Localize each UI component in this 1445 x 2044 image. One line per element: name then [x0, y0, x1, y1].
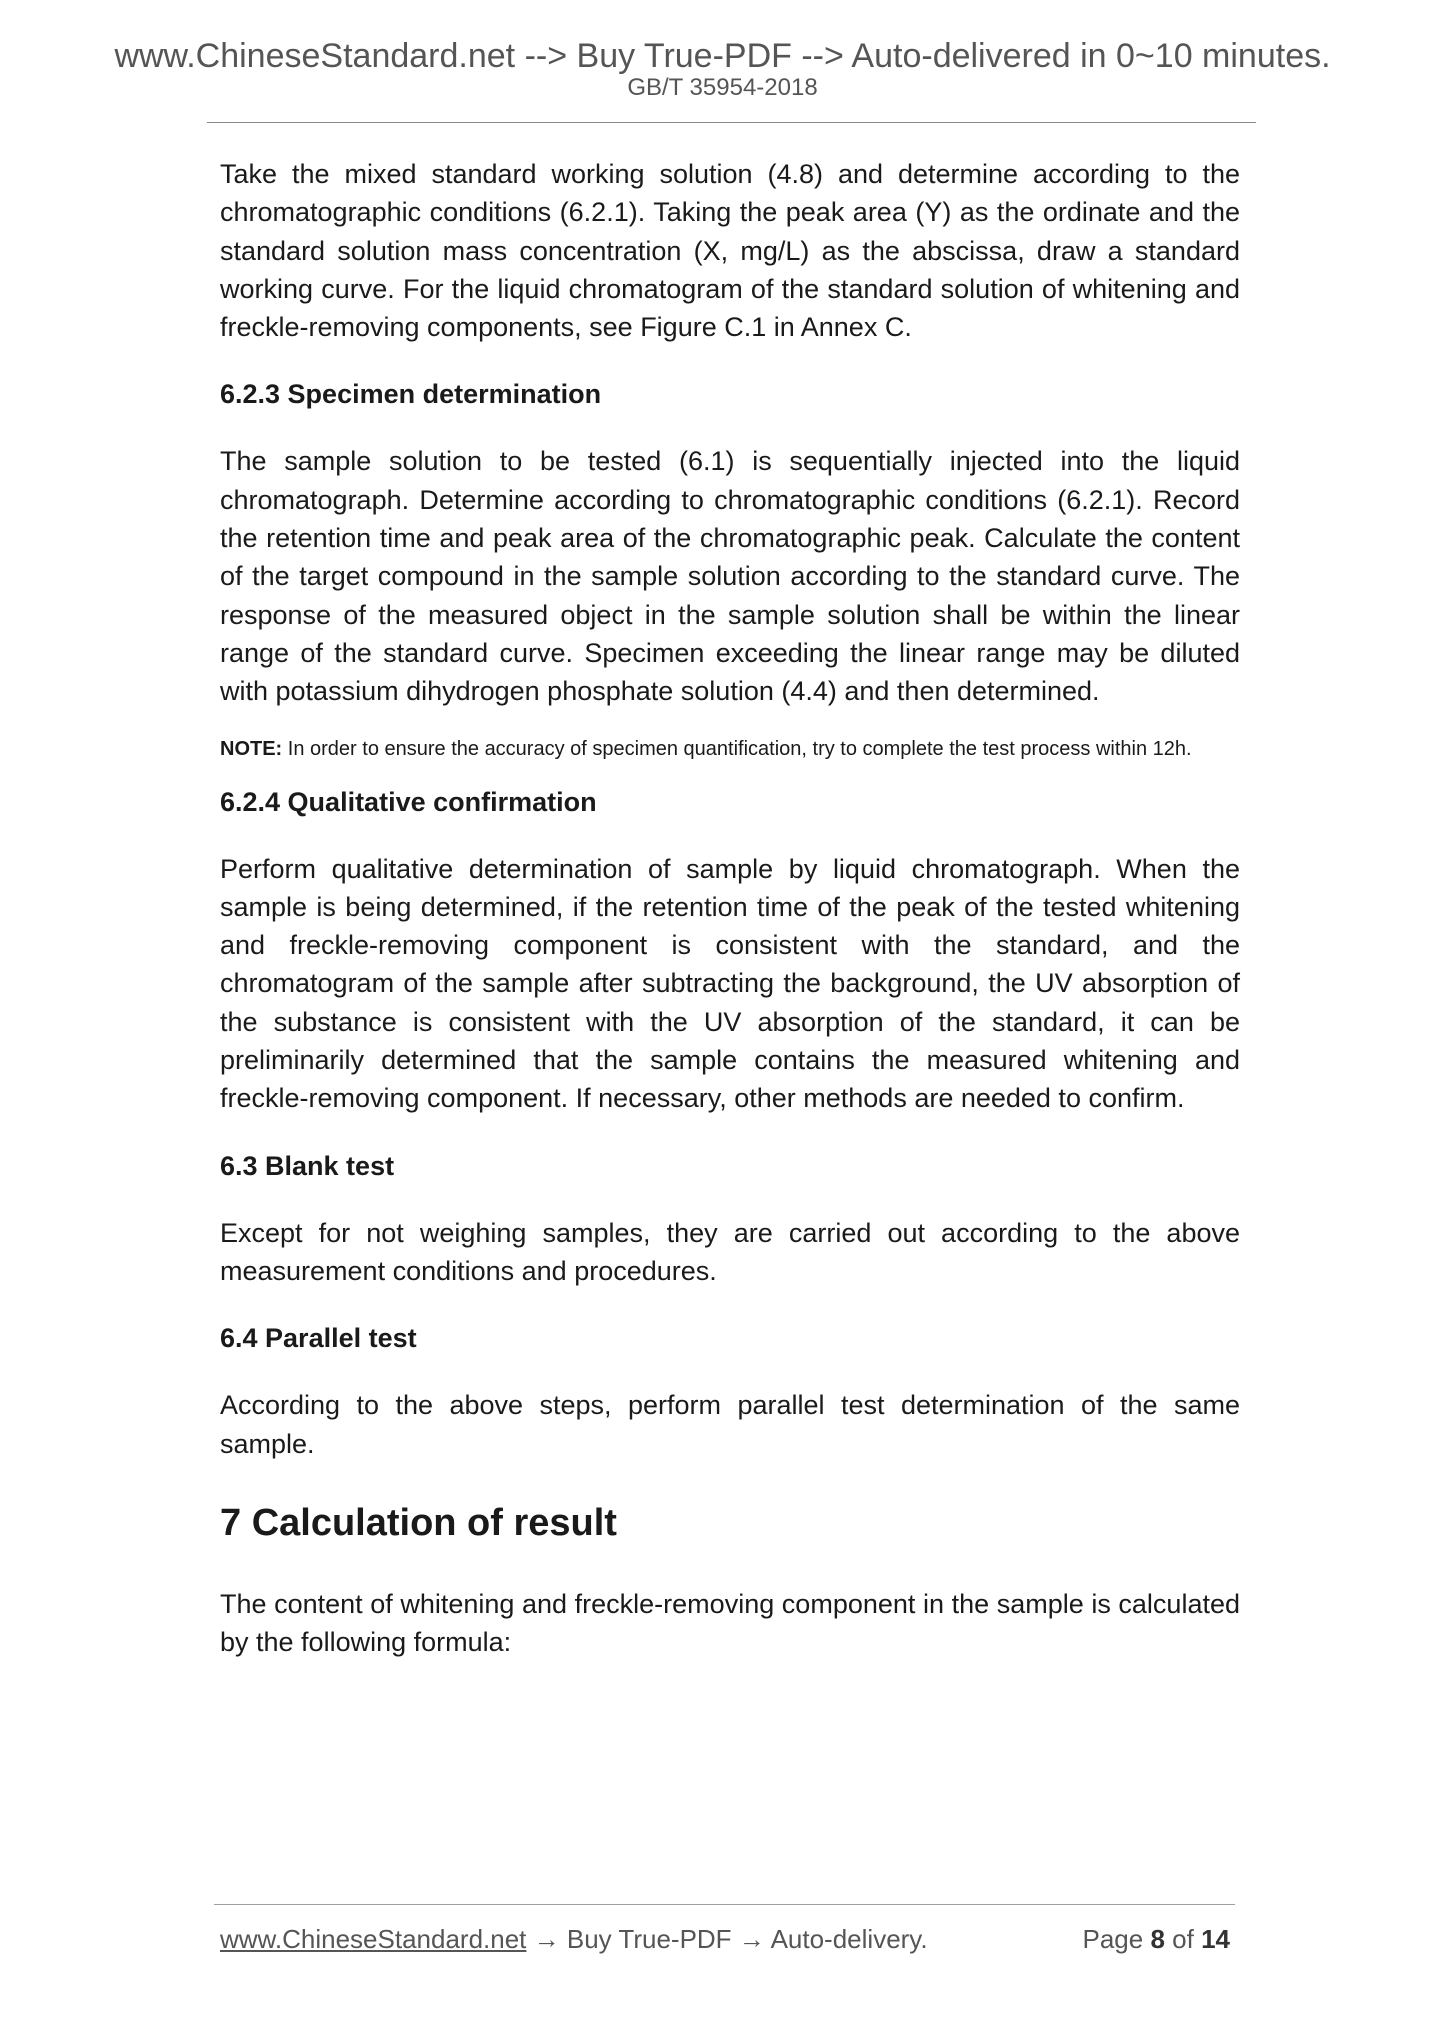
- paragraph-blank-test: Except for not weighing samples, they are carried out according to the above measurement conditions and procedures.: [220, 1217, 1240, 1286]
- heading-6-4: 6.4 Parallel test: [220, 1323, 417, 1354]
- page-indicator: [1082, 1922, 1230, 1956]
- footer-left: [220, 1922, 928, 1956]
- header-divider: [207, 122, 1256, 123]
- note-label: NOTE:: [220, 737, 283, 760]
- top-banner: [0, 36, 1445, 76]
- standard-code: GB/T 35954-2018: [627, 74, 818, 101]
- banner-text: --> Buy True-PDF --> Auto-delivered in 0~10 minutes.: [515, 37, 1331, 75]
- of-word: of: [1172, 1924, 1194, 1954]
- document-body: [220, 155, 1240, 1661]
- paragraph-parallel-test: According to the above steps, perform parallel test determination of the same sample.: [220, 1390, 1240, 1459]
- note: [220, 730, 1240, 768]
- page-number: 8: [1150, 1924, 1165, 1954]
- heading-6-3: 6.3 Blank test: [220, 1150, 395, 1181]
- paragraph-standard-curve: Take the mixed standard working solution (4.8) and determine according to the chromatographic conditions (6.2.1). Taking the peak area (Y) as the ordinate and the standard solution mass concentration (X, mg/L) as the abscissa, draw a standard working curve. For the liquid chromatogram of the standard solution of whitening and freckle-removing components, see Figure C.1 in Annex C.: [220, 159, 1240, 343]
- total-pages: 14: [1201, 1924, 1230, 1954]
- paragraph-specimen-determination: The sample solution to be tested (6.1) is sequentially injected into the liquid chromatograph. Determine according to chromatographic conditions (6.2.1). Record the retention time and peak area of the chromatographic peak. Calculate the content of the target compound in the sample solution according to the standard curve. The response of the measured object in the sample solution shall be within the linear range of the standard curve. Specimen exceeding the linear range may be diluted with potassium dihydrogen phosphate solution (4.4) and then determined.: [220, 446, 1240, 707]
- heading-7: 7 Calculation of result: [220, 1501, 617, 1544]
- note-text: In order to ensure the accuracy of specimen quantification, try to complete the test process within 12h.: [282, 737, 1192, 760]
- footer-site-link[interactable]: www.ChineseStandard.net: [220, 1924, 527, 1954]
- paragraph-calculation: The content of whitening and freckle-removing component in the sample is calculated by the following formula:: [220, 1588, 1240, 1658]
- page-word: Page: [1082, 1924, 1144, 1954]
- footer-delivery-text: → Buy True-PDF → Auto-delivery.: [526, 1924, 928, 1954]
- banner-site-link[interactable]: www.ChineseStandard.net: [114, 37, 516, 75]
- paragraph-qualitative-confirmation: Perform qualitative determination of sample by liquid chromatograph. When the sample is being determined, if the retention time of the peak of the tested whitening and freckle-removing component is consistent with the standard, and the chromatogram of the sample after subtracting the background, the UV absorption of the substance is consistent with the UV absorption of the standard, it can be preliminarily determined that the sample contains the measured whitening and freckle-removing component. If necessary, other methods are needed to confirm.: [220, 853, 1240, 1114]
- heading-6-2-3: 6.2.3 Specimen determination: [220, 379, 602, 410]
- heading-6-2-4: 6.2.4 Qualitative confirmation: [220, 786, 597, 817]
- footer-divider: [214, 1904, 1235, 1905]
